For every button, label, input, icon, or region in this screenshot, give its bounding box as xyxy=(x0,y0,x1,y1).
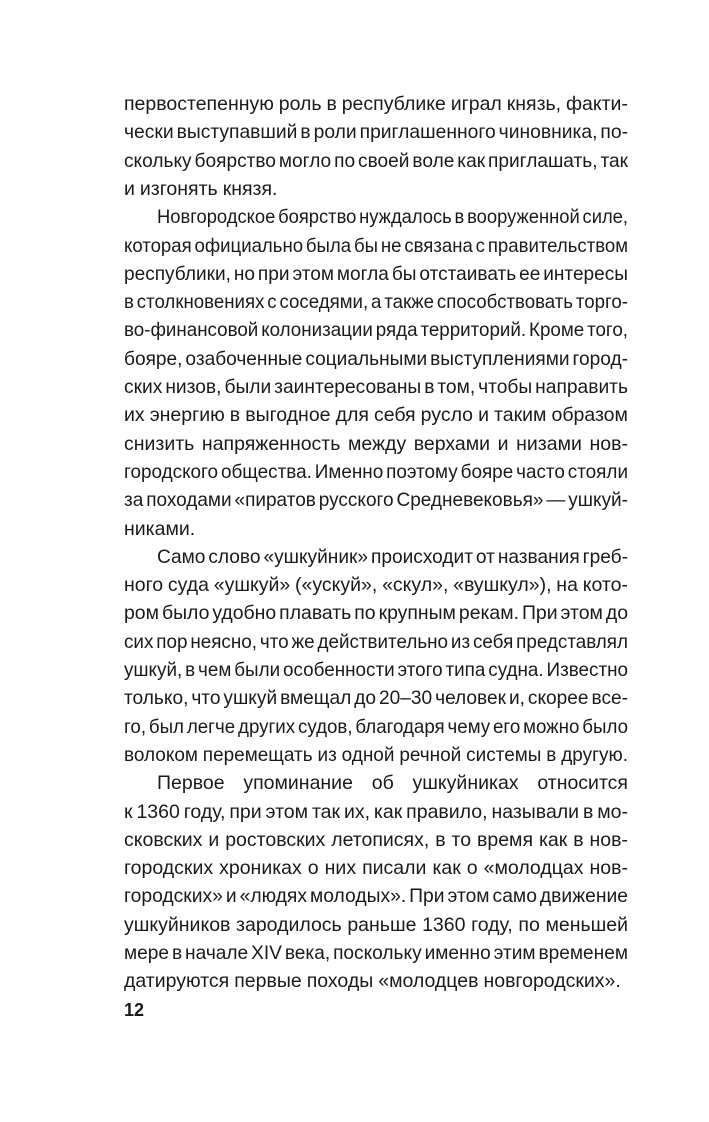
text-line: их энергию в выгодное для себя русло и таким образом xyxy=(124,404,628,427)
text-line: снизить напряженность между верхами и низами нов- xyxy=(124,432,628,455)
text-line: городского общества. Именно поэтому бояре часто стояли xyxy=(124,460,628,483)
text-line: и изгонять князя. xyxy=(124,177,278,200)
text-line: ного суда «ушкуй» («ускуй», «скул», «вушкул»), на кото- xyxy=(124,574,628,597)
text-line: Первое упоминание об ушкуйниках относится xyxy=(157,772,628,795)
text-line: за походами «пиратов русского Средневековья» — ушкуй- xyxy=(124,489,628,512)
text-line: городских хрониках о них писали как о «молодцах нов- xyxy=(124,857,628,880)
text-line: мере в начале XIV века, поскольку именно этим временем xyxy=(124,942,628,964)
text-line: городских» и «людях молодых». При этом само движение xyxy=(124,885,628,908)
text-line: го, был легче других судов, благодаря чему его можно было xyxy=(124,715,628,738)
text-line: волоком перемещать из одной речной системы в другую. xyxy=(124,743,628,766)
text-line: бояре, озабоченные социальными выступлениями город- xyxy=(124,347,628,370)
text-line: которая официально была бы не связана с правительством xyxy=(124,234,628,257)
text-line: ских низов, были заинтересованы в том, чтобы направить xyxy=(124,376,628,398)
text-line: ром было удобно плавать по крупным рекам. При этом до xyxy=(124,602,628,625)
text-line: датируются первые походы «молодцев новгородских». xyxy=(124,970,621,993)
text-line: первостепенную роль в республике играл князь, факти- xyxy=(124,93,628,115)
text-line: республики, но при этом могла бы отстаивать ее интересы xyxy=(124,262,628,285)
text-line: только, что ушкуй вмещал до 20–30 человек и, скорее все- xyxy=(124,687,628,710)
page-number: 12 xyxy=(124,1000,145,1020)
text-line: никами. xyxy=(124,517,196,540)
text-line: чески выступавший в роли приглашенного чиновника, по- xyxy=(124,121,628,144)
text-line: в столкновениях с соседями, а также способствовать торго- xyxy=(124,291,628,314)
text-line: ушкуй, в чем были особенности этого типа судна. Известно xyxy=(124,659,628,681)
text-line: ушкуйников зародилось раньше 1360 году, по меньшей xyxy=(124,913,628,936)
text-line: во-финансовой колонизации ряда территорий. Кроме того, xyxy=(124,319,628,342)
text-line: сих пор неясно, что же действительно из себя представлял xyxy=(124,630,628,653)
text-line: сковских и ростовских летописях, в то время как в нов- xyxy=(124,828,628,851)
text-line: скольку боярство могло по своей воле как приглашать, так xyxy=(124,149,628,172)
text-line: к 1360 году, при этом так их, как правило, называли в мо- xyxy=(124,800,628,823)
text-line: Само слово «ушкуйник» происходит от названия греб- xyxy=(157,545,628,568)
text-line: Новгородское боярство нуждалось в вооруженной силе, xyxy=(157,206,628,229)
